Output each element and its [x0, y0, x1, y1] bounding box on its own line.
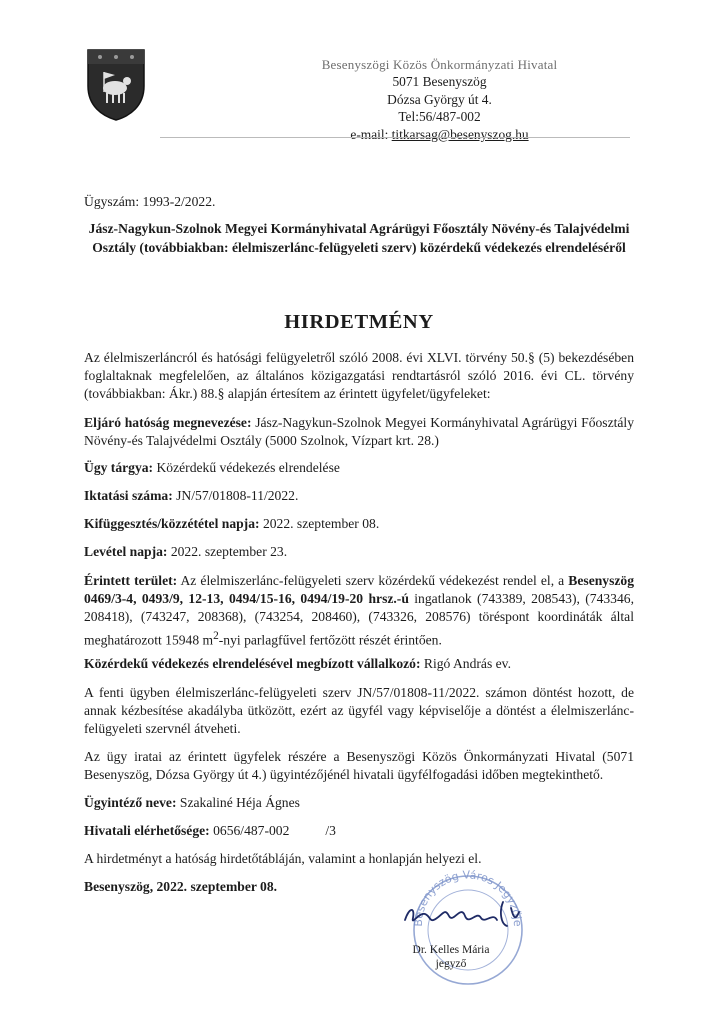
- case-officer-line: [84, 795, 300, 811]
- affected-area-parcels: Besenyszög 0469/3-4, 0493/9, 12-13, 0494/15-16, 0494/19-20 hrsz.-ú: [84, 573, 634, 607]
- contact-value: 0656/487-002: [209, 823, 290, 838]
- affected-area-text2: ingatlanok (743389, 208543), (743346, 208418), (743247, 208368), (743254, 208460), (743326, 208576) töréspont koordináták által meghatározott 15948 m: [84, 591, 634, 648]
- authority-paragraph: [84, 414, 634, 450]
- signatory-name: Dr. Kelles Mária: [412, 944, 490, 956]
- filing-number-value: JN/57/01808-11/2022.: [172, 488, 299, 503]
- delivery-note: A fenti ügyben élelmiszerlánc-felügyeleti szerv JN/57/01808-11/2022. számon döntést hozott, de annak kézbesítése akadályba ütközött, ezért az ügyfél vagy képviselője a döntést a élelmiszerlánc-felügyeleti szervnél átveheti.: [84, 685, 634, 737]
- email-link[interactable]: titkarsag@besenyszog.hu: [391, 126, 529, 142]
- removal-date-value: 2022. szeptember 23.: [167, 544, 288, 559]
- removal-date-label: Levétel napja:: [84, 544, 168, 559]
- contact-line: [84, 823, 336, 839]
- affected-area-label: Érintett terület:: [84, 573, 178, 588]
- contractor-line: [84, 656, 511, 672]
- posting-date-label: Kifüggesztés/közzététel napja:: [84, 516, 260, 531]
- contractor-value: Rigó András ev.: [420, 656, 511, 671]
- authority-label: Eljáró hatóság megnevezése:: [84, 415, 252, 430]
- affected-area-text3: -nyi parlagfűvel fertőzött részét érintően.: [218, 632, 442, 648]
- letterhead: [282, 56, 597, 143]
- filing-number-line: [84, 488, 298, 504]
- affected-area-text1: Az élelmiszerlánc-felügyeleti szerv közérdekű védekezést rendel el, a: [177, 573, 569, 588]
- official-stamp: [385, 868, 550, 988]
- case-subject-label: Ügy tárgya:: [84, 460, 154, 475]
- letterhead-postal: 5071 Besenyszög: [392, 74, 487, 90]
- letterhead-phone: Tel:56/487-002: [398, 109, 481, 125]
- place-and-date: Besenyszög, 2022. szeptember 08.: [84, 879, 278, 894]
- contractor-label: Közérdekű védekezés elrendelésével megbízott vállalkozó:: [84, 656, 421, 671]
- case-subject-value: Közérdekű védekezés elrendelése: [153, 460, 340, 475]
- letterhead-email: [282, 126, 597, 143]
- letterhead-street: Dózsa György út 4.: [387, 91, 492, 107]
- notice-subject: Jász-Nagykun-Szolnok Megyei Kormányhivatal Agrárügyi Főosztály Növény-és Talajvédelmi Osztály (továbbiakban: élelmiszerlánc-felügyeleti szerv) közérdekű védekezés elrendeléséről: [88, 221, 630, 255]
- document-title: HIRDETMÉNY: [284, 311, 434, 333]
- case-officer-label: Ügyintéző neve:: [84, 795, 177, 810]
- affected-area-sup: 2: [213, 629, 219, 642]
- filing-number-label: Iktatási száma:: [84, 488, 173, 503]
- coat-of-arms-logo: [86, 48, 146, 122]
- intro-paragraph: Az élelmiszerláncról és hatósági felügyeletről szóló 2008. évi XLVI. törvény 50.§ (5) bekezdésében foglaltaknak megfelelően, az általános közigazgatási rendtartásról szóló 2016. évi CL. törvény (továbbiakban: Ákr.) 88.§ alapján értesítem az érintett ügyfelet/ügyfeleket:: [84, 350, 634, 402]
- contact-label: Hivatali elérhetősége:: [84, 823, 210, 838]
- letterhead-org-name: Besenyszögi Közös Önkormányzati Hivatal: [321, 57, 558, 72]
- removal-date-line: [84, 544, 287, 560]
- authority-value: Jász-Nagykun-Szolnok Megyei Kormányhivatal Agrárügyi Főosztály Növény-és Talajvédelmi Osztály (5000 Szolnok, Vízpart krt. 28.): [84, 415, 634, 449]
- case-officer-value: Szakaliné Héja Ágnes: [176, 795, 300, 810]
- affected-area-paragraph: [84, 572, 634, 649]
- case-subject-line: [84, 460, 340, 476]
- file-number: Ügyszám: 1993-2/2022.: [84, 194, 216, 209]
- contact-extension: /3: [325, 823, 336, 838]
- email-label: e-mail:: [350, 126, 392, 142]
- header-divider: [160, 137, 630, 138]
- documents-note: Az ügy iratai az érintett ügyfelek részére a Besenyszögi Közös Önkormányzati Hivatal (5071 Besenyszög, Dózsa György út 4.) ügyintézőjénél hivatali ügyfélfogadási időben megtekinthető.: [84, 749, 634, 783]
- signatory-role: jegyző: [435, 958, 467, 970]
- stamp-text: Besenyszög Város Jegyzője: [411, 868, 525, 927]
- publication-note: A hirdetményt a hatóság hirdetőtábláján, valamint a honlapján helyezi el.: [84, 851, 482, 866]
- posting-date-value: 2022. szeptember 08.: [259, 516, 380, 531]
- posting-date-line: [84, 516, 379, 532]
